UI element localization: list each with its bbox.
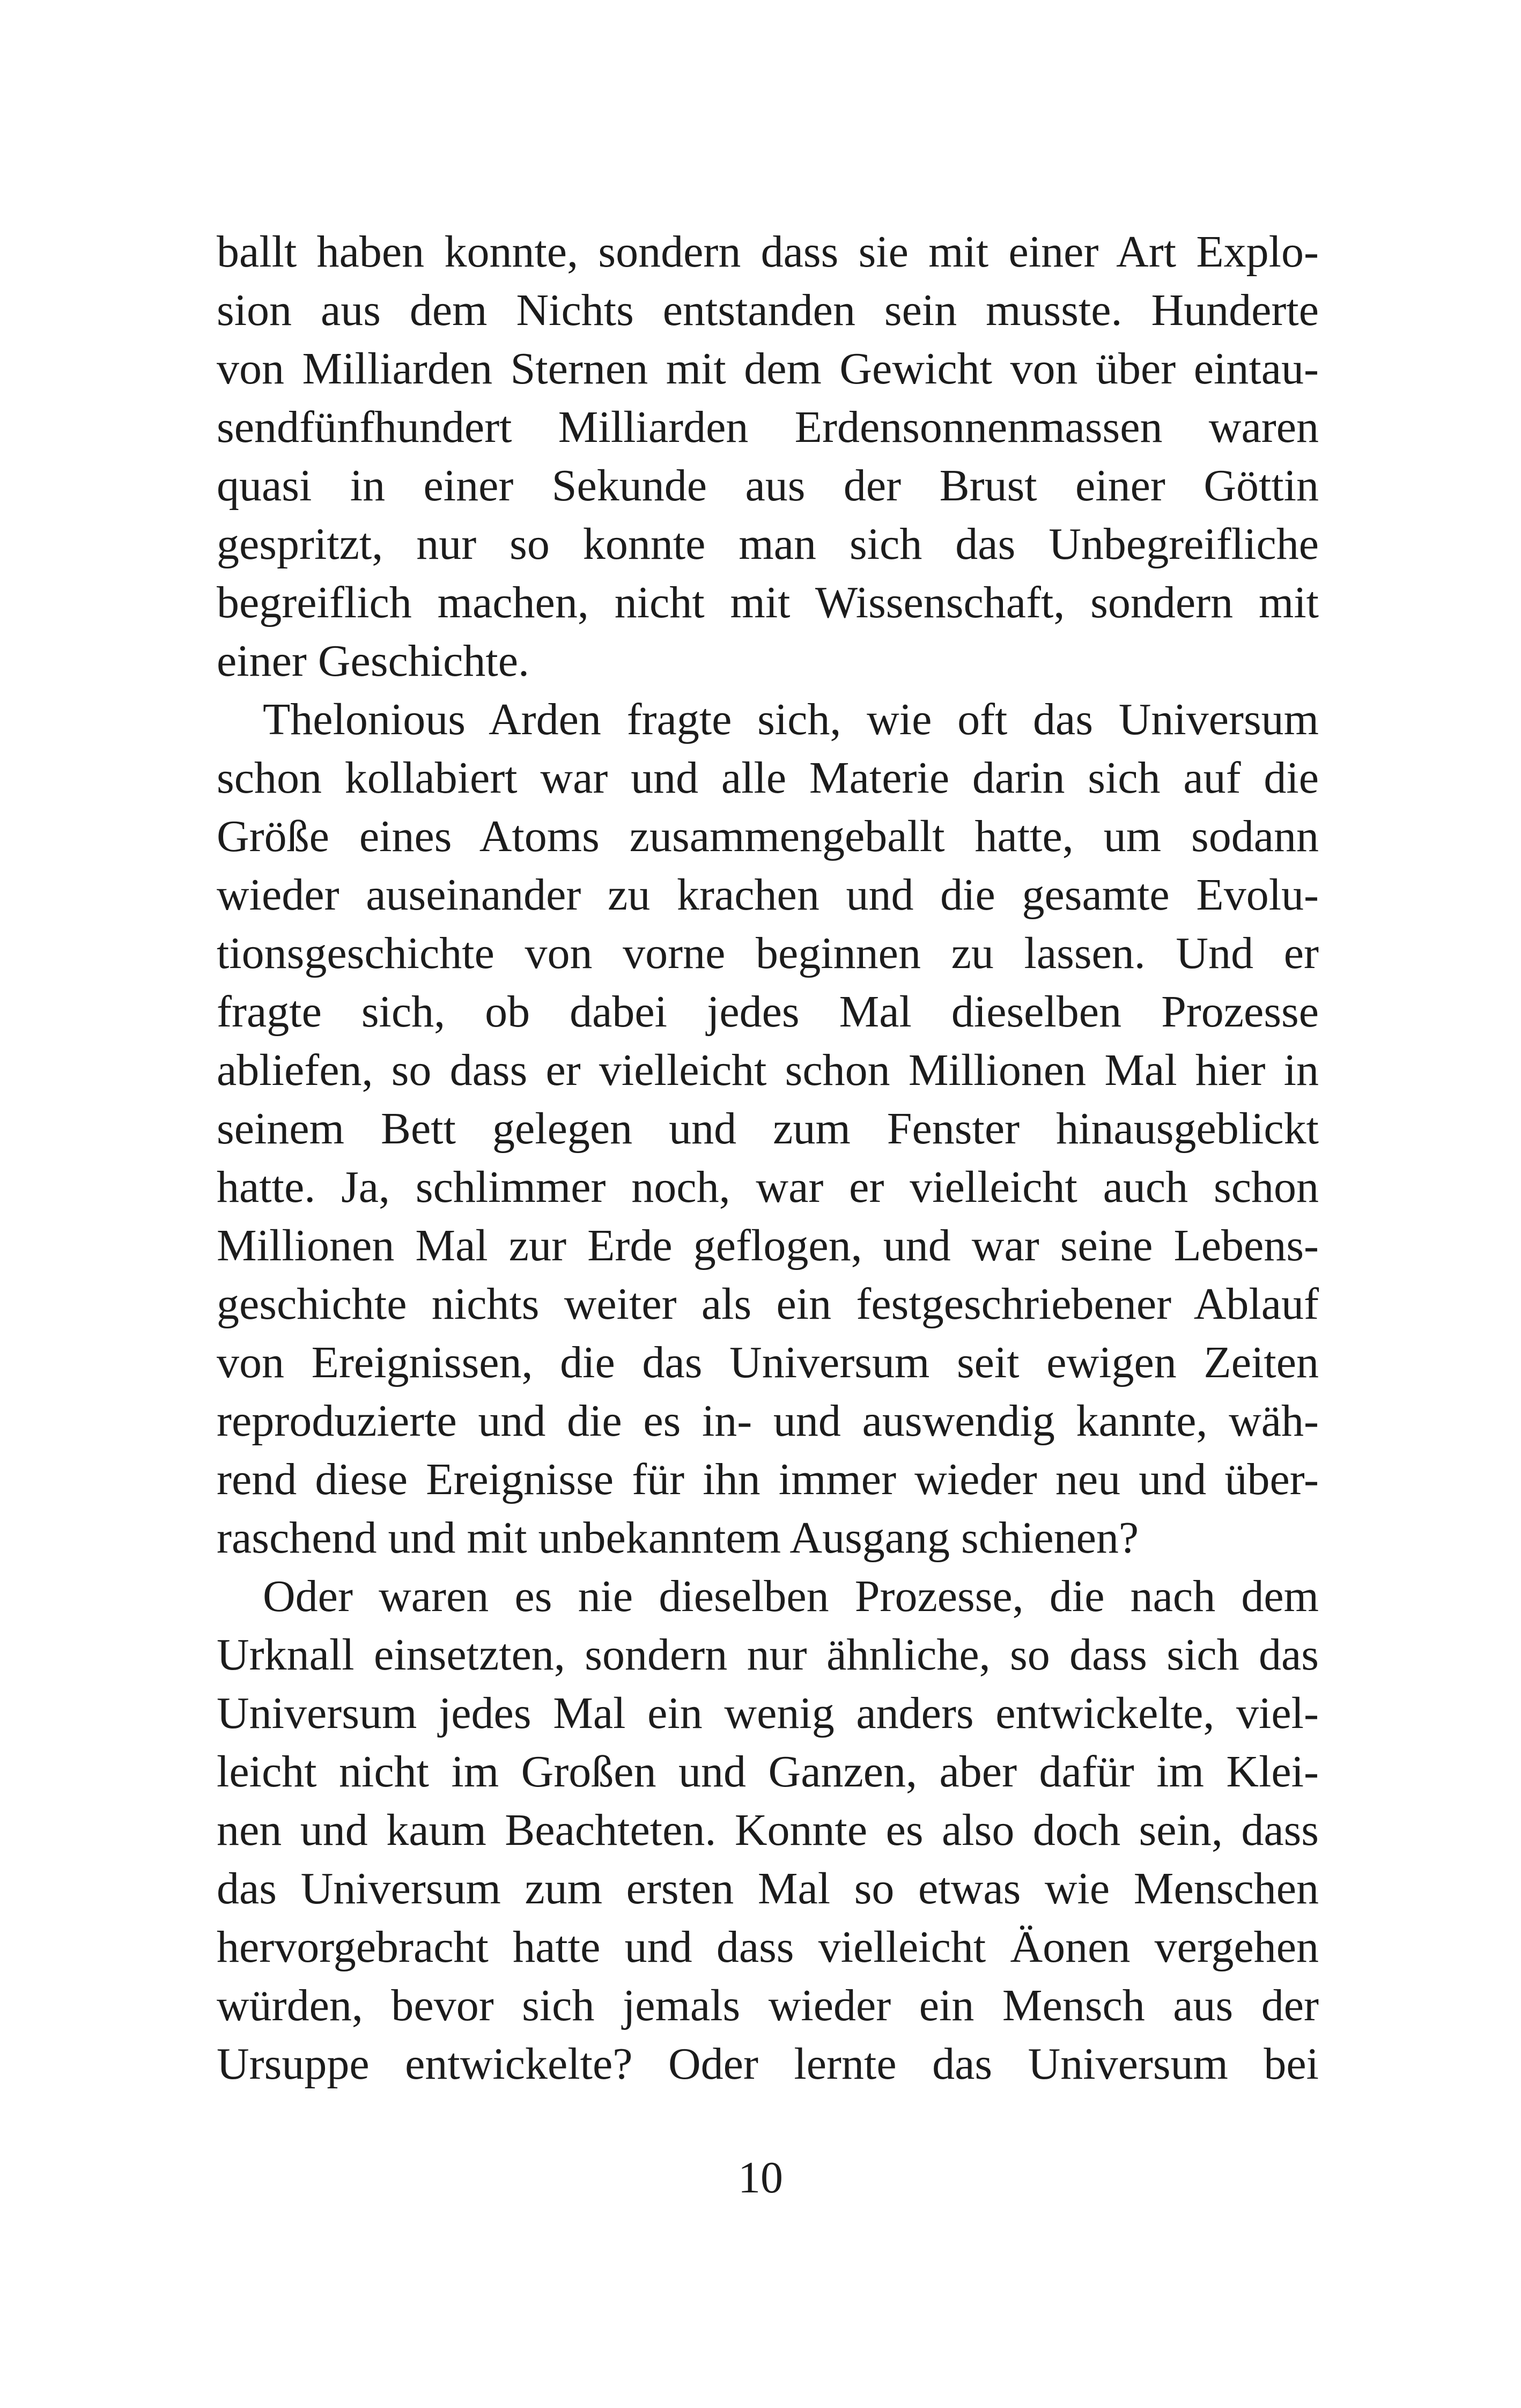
text-line: von Ereignissen, die das Universum seit ewigen Zeiten <box>217 1338 1319 1387</box>
text-line: fragte sich, ob dabei jedes Mal dieselben Prozesse <box>217 987 1319 1037</box>
text-line: abliefen, so dass er vielleicht schon Millionen Mal hier in <box>217 1045 1319 1095</box>
text-line: tionsgeschichte von vorne beginnen zu lassen. Und er <box>217 928 1319 978</box>
text-line: begreiflich machen, nicht mit Wissenschaft, sondern mit <box>217 578 1319 627</box>
text-line: hervorgebracht hatte und dass vielleicht Äonen vergehen <box>217 1922 1319 1972</box>
text-line: hatte. Ja, schlimmer noch, war er vielleicht auch schon <box>217 1162 1319 1212</box>
text-line: ballt haben konnte, sondern dass sie mit einer Art Explo- <box>217 227 1319 277</box>
text-line: Thelonious Arden fragte sich, wie oft das Universum <box>263 695 1319 744</box>
text-line: nen und kaum Beachteten. Konnte es also doch sein, dass <box>217 1805 1319 1855</box>
text-line: Größe eines Atoms zusammengeballt hatte, um sodann <box>217 811 1319 861</box>
text-line: reproduzierte und die es in- und auswendig kannte, wäh- <box>217 1396 1319 1446</box>
text-line: von Milliarden Sternen mit dem Gewicht von über eintau- <box>217 344 1319 394</box>
text-line: raschend und mit unbekanntem Ausgang schienen? <box>217 1513 1139 1563</box>
text-line: sion aus dem Nichts entstanden sein musste. Hunderte <box>217 285 1319 335</box>
text-line: das Universum zum ersten Mal so etwas wie Menschen <box>217 1864 1319 1914</box>
text-line: geschichte nichts weiter als ein festgeschriebener Ablauf <box>217 1279 1319 1329</box>
text-line: rend diese Ereignisse für ihn immer wieder neu und über- <box>217 1454 1319 1504</box>
text-line: seinem Bett gelegen und zum Fenster hinausgeblickt <box>217 1104 1319 1154</box>
text-line: Oder waren es nie dieselben Prozesse, die nach dem <box>263 1571 1319 1621</box>
text-line: gespritzt, nur so konnte man sich das Unbegreifliche <box>217 519 1319 569</box>
text-line: Millionen Mal zur Erde geflogen, und war seine Lebens- <box>217 1221 1319 1271</box>
body-text <box>217 223 1319 2093</box>
text-line: würden, bevor sich jemals wieder ein Mensch aus der <box>217 1981 1319 2030</box>
page-number: 10 <box>738 2153 783 2203</box>
text-line: quasi in einer Sekunde aus der Brust einer Göttin <box>217 461 1319 511</box>
text-line: wieder auseinander zu krachen und die gesamte Evolu- <box>217 870 1319 920</box>
text-line: Universum jedes Mal ein wenig anders entwickelte, viel- <box>217 1688 1319 1738</box>
text-line: leicht nicht im Großen und Ganzen, aber dafür im Klei- <box>217 1747 1319 1797</box>
text-line: Ursuppe entwickelte? Oder lernte das Universum bei <box>217 2039 1319 2089</box>
text-line: Urknall einsetzten, sondern nur ähnliche, so dass sich das <box>217 1630 1319 1680</box>
text-line: schon kollabiert war und alle Materie darin sich auf die <box>217 753 1319 803</box>
text-line: einer Geschichte. <box>217 636 530 686</box>
text-line: sendfünfhundert Milliarden Erdensonnenmassen waren <box>217 402 1319 452</box>
